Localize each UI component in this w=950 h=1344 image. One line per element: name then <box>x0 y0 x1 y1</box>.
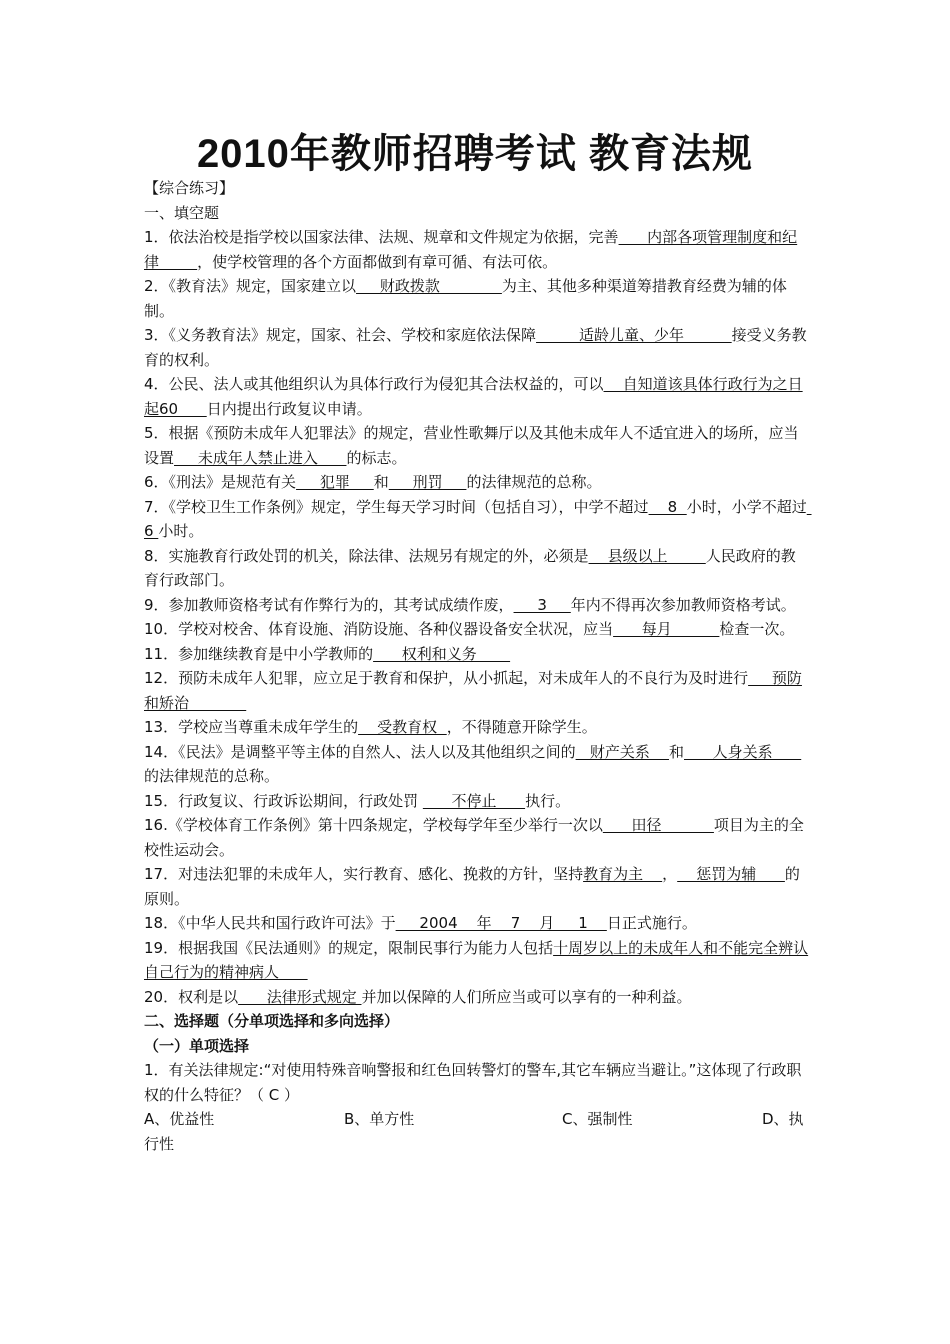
fill-in-question <box>144 813 810 862</box>
part2-subheading: （一）单项选择 <box>144 1036 250 1055</box>
question-text: 4．公民、法人或其他组织认为具体行政行为侵犯其合法权益的，可以 <box>144 375 604 393</box>
section-label: 【综合练习】 <box>144 179 235 197</box>
question-text: 项目为主的全校性运动会。 <box>144 816 804 859</box>
fill-in-question <box>144 715 810 740</box>
answer-blank: 每月 <box>613 620 720 638</box>
answer-blank: 未成年人禁止进入 <box>174 448 347 467</box>
option-d-continuation: 行性 <box>144 1134 175 1153</box>
question-text: 1．依法治校是指学校以国家法律、法规、规章和文件规定为依据，完善 <box>144 228 619 246</box>
question-text: 19．根据我国《民法通则》的规定，限制民事行为能力人包括 <box>144 938 554 957</box>
answer-blank: 教育为主 <box>583 865 663 883</box>
question-text: 10．学校对校舍、体育设施、消防设施、各种仪器设备安全状况，应当 <box>144 620 614 638</box>
question-text: 的法律规范的总称。 <box>144 767 280 785</box>
fill-in-question <box>144 274 810 323</box>
question-text: 15．行政复议、行政诉讼期间，行政处罚 <box>144 791 423 810</box>
answer-blank: 田径 <box>602 816 714 834</box>
fill-in-question <box>144 911 810 936</box>
answer-blank: 不停止 <box>422 791 526 810</box>
question-text: 和 <box>373 473 389 491</box>
question-text: 人民政府的教育行政部门。 <box>144 546 796 589</box>
question-text: 5．根据《预防未成年人犯罪法》的规定，营业性歌舞厅以及其他未成年人不适宜进入的场所，应当设置 <box>144 424 799 467</box>
question-text: 11．参加继续教育是中小学教师的 <box>144 644 374 663</box>
question-text: 12．预防未成年人犯罪，应立足于教育和保护，从小抓起，对未成年人的不良行为及时进行 <box>144 669 749 687</box>
answer-blank: 财政拨款 <box>356 277 502 295</box>
answer-blank: 犯罪 <box>296 473 374 491</box>
question-text: 9．参加教师资格考试有作弊行为的，其考试成绩作废， <box>144 595 514 614</box>
fill-in-question-list <box>144 225 810 1009</box>
answer-blank: 权利和义务 <box>373 644 511 663</box>
fill-in-question <box>144 372 810 421</box>
question-text: 的标志。 <box>346 448 407 467</box>
answer-blank: 人身关系 <box>684 742 802 761</box>
question-text: 和 <box>668 742 684 761</box>
choice-question-stem: 1．有关法律规定:“对使用特殊音响警报和红色回转警灯的警车,其它车辆应当避让。”这体现了行政职权的什么特征？（ C ） <box>144 1061 802 1104</box>
answer-blank: 刑罚 <box>388 473 467 491</box>
question-text: ，使学校管理的各个方面都做到有章可循、有法可依。 <box>197 252 558 271</box>
document-body <box>144 176 810 1156</box>
fill-in-question <box>144 789 810 814</box>
answer-blank: 6 <box>144 497 812 540</box>
question-text: 13．学校应当尊重未成年学生的 <box>144 718 359 736</box>
fill-in-question <box>144 936 810 985</box>
question-text: 日正式施行。 <box>606 914 697 932</box>
question-text: 6．《刑法》是规范有关 <box>144 473 297 491</box>
fill-in-question <box>144 225 810 274</box>
fill-in-question <box>144 740 810 789</box>
question-text: 的原则。 <box>144 865 800 908</box>
fill-in-question <box>144 593 810 618</box>
question-text: 为主、其他多种渠道筹措教育经费为辅的体制。 <box>144 277 787 320</box>
question-text: 执行。 <box>525 791 571 810</box>
fill-in-question <box>144 323 810 372</box>
part2-heading: 二、选择题（分单项选择和多向选择） <box>144 1012 400 1030</box>
answer-blank: 自知道该具体行政行为之日起60 <box>144 375 803 418</box>
answer-blank: 十周岁以上的未成年人和不能完全辨认自己行为的精神病人 <box>144 938 809 981</box>
answer-blank: 惩罚为辅 <box>677 865 785 883</box>
fill-in-question <box>144 666 810 715</box>
choice-options <box>144 1107 810 1132</box>
question-text: ，不得随意开除学生。 <box>446 718 597 736</box>
option-a: A、优益性 <box>144 1110 215 1128</box>
answer-blank: 3 <box>513 595 571 614</box>
answer-blank: 2004 年 7 月 1 <box>395 914 607 932</box>
question-text: 3．《义务教育法》规定，国家、社会、学校和家庭依法保障 <box>144 326 537 344</box>
answer-blank: 预防和矫治 <box>144 669 802 712</box>
part1-heading: 一、填空题 <box>144 203 220 222</box>
question-text: 2．《教育法》规定，国家建立以 <box>144 277 357 295</box>
question-text: 小时，小学不超过 <box>686 497 807 516</box>
question-text: 14．《民法》是调整平等主体的自然人、法人以及其他组织之间的 <box>144 742 576 761</box>
question-text: 8．实施教育行政处罚的机关，除法律、法规另有规定的外，必须是 <box>144 546 589 565</box>
answer-blank: 县级以上 <box>588 546 706 565</box>
fill-in-question <box>144 642 810 667</box>
answer-blank: 受教育权 <box>358 718 447 736</box>
option-b: B、单方性 <box>344 1110 415 1128</box>
option-d: D、执 <box>762 1110 804 1128</box>
question-text: 16.《学校体育工作条例》第十四条规定，学校每学年至少举行一次以 <box>144 816 603 834</box>
question-text: ， <box>662 865 678 883</box>
answer-blank: 适龄儿童、少年 <box>536 326 732 344</box>
question-text: 年内不得再次参加教师资格考试。 <box>570 595 796 614</box>
question-text: 小时。 <box>158 522 204 540</box>
fill-in-question <box>144 495 810 544</box>
fill-in-question <box>144 544 810 593</box>
page-title: 2010年教师招聘考试 教育法规 <box>196 132 754 176</box>
question-text: 的法律规范的总称。 <box>466 473 602 491</box>
answer-blank: 8 <box>648 497 687 516</box>
question-text: 日内提出行政复议申请。 <box>206 399 372 418</box>
fill-in-question <box>144 421 810 470</box>
fill-in-question <box>144 862 810 911</box>
fill-in-question <box>144 470 810 495</box>
answer-blank: 法律形式规定 <box>238 987 362 1006</box>
question-text: 检查一次。 <box>719 620 795 638</box>
question-text: 接受义务教育的权利。 <box>144 326 807 369</box>
fill-in-question <box>144 617 810 642</box>
answer-blank: 财产关系 <box>575 742 669 761</box>
answer-blank: 内部各项管理制度和纪律 <box>144 228 798 271</box>
question-text: 18．《中华人民共和国行政许可法》于 <box>144 914 396 932</box>
question-text: 并加以保障的人们所应当或可以享有的一种利益。 <box>361 987 692 1006</box>
fill-in-question <box>144 985 810 1010</box>
question-text: 7．《学校卫生工作条例》规定，学生每天学习时间（包括自习），中学不超过 <box>144 497 649 516</box>
option-c: C、强制性 <box>562 1110 633 1128</box>
question-text: 20．权利是以 <box>144 987 239 1006</box>
question-text: 17．对违法犯罪的未成年人，实行教育、感化、挽救的方针，坚持 <box>144 865 584 883</box>
